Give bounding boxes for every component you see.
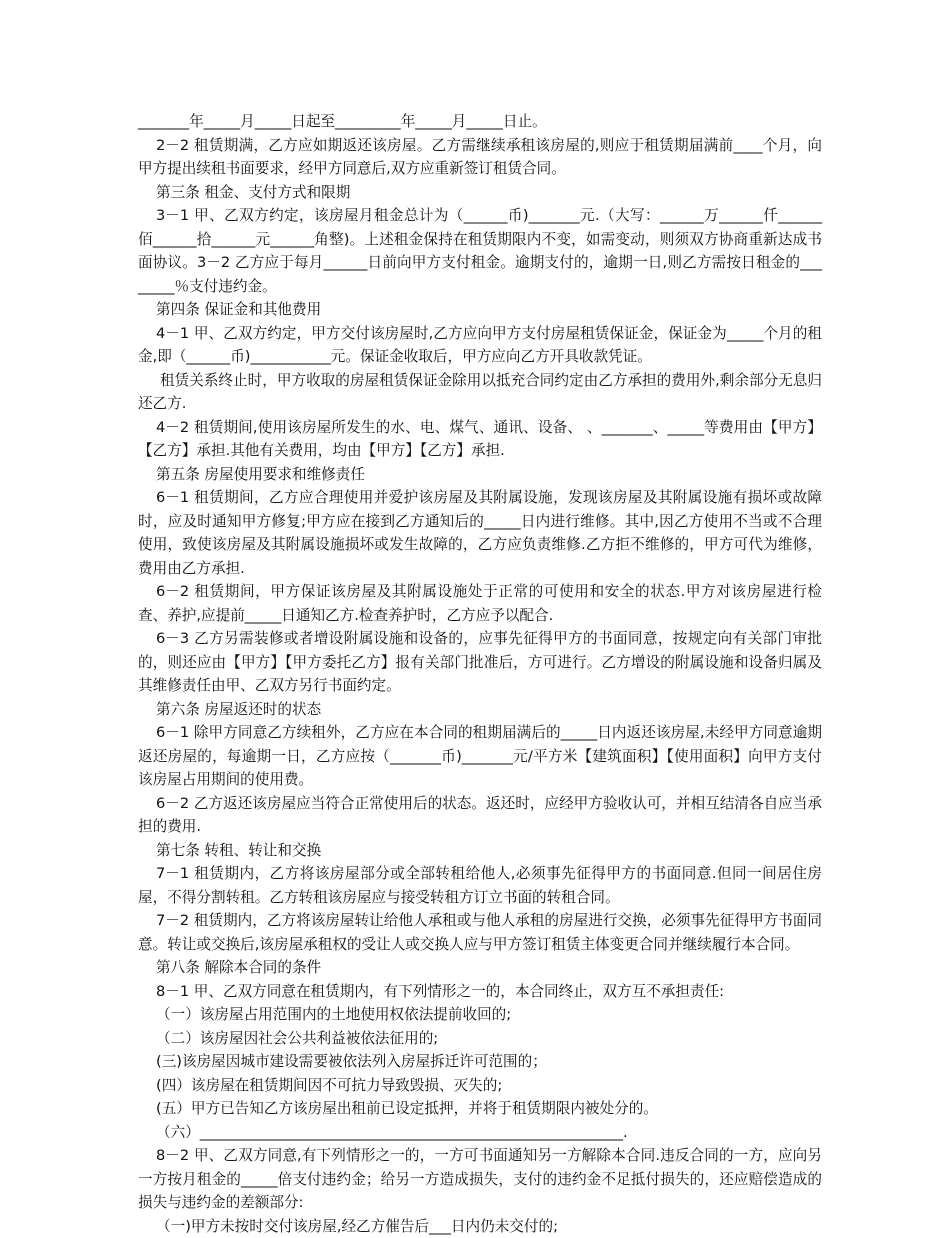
article-7-heading: 第七条 转租、转让和交换 <box>138 839 822 863</box>
list-item-8-1-6: （六）__________________________________________________________. <box>138 1121 822 1145</box>
clause-6-2: 6－2 乙方返还该房屋应当符合正常使用后的状态。返还时，应经甲方验收认可，并相互结清各自应当承担的费用. <box>138 792 822 839</box>
list-item-8-2-1: （一)甲方未按时交付该房屋,经乙方催告后___日内仍未交付的; <box>138 1215 822 1238</box>
clause-5-6-2: 6－2 租赁期间，甲方保证该房屋及其附属设施处于正常的可使用和安全的状态.甲方对该房屋进行检查、养护,应提前_____日通知乙方.检查养护时，乙方应予以配合. <box>138 580 822 627</box>
article-3-heading: 第三条 租金、支付方式和限期 <box>138 181 822 205</box>
article-5-heading: 第五条 房屋使用要求和维修责任 <box>138 463 822 487</box>
list-item-8-1-5: (五）甲方已告知乙方该房屋出租前已设定抵押，并将于租赁期限内被处分的。 <box>138 1097 822 1121</box>
clause-7-1: 7－1 租赁期内，乙方将该房屋部分或全部转租给他人,必须事先征得甲方的书面同意.但同一间居住房屋，不得分割转租。乙方转租该房屋应与接受转租方订立书面的转租合同。 <box>138 862 822 909</box>
clause-2-2: 2－2 租赁期满，乙方应如期返还该房屋。乙方需继续承租该房屋的,则应于租赁期届满前____个月，向甲方提出续租书面要求，经甲方同意后,双方应重新签订租赁合同。 <box>138 134 822 181</box>
clause-4-1: 4－1 甲、乙双方约定，甲方交付该房屋时,乙方应向甲方支付房屋租赁保证金，保证金为_____个月的租金,即（______币)___________元。保证金收取后，甲方应向乙方开具收款凭证。 <box>138 322 822 369</box>
term-dates-line: _______年_____月_____日起至_________年_____月_____日止。 <box>138 110 822 134</box>
deposit-termination-paragraph: 租赁关系终止时，甲方收取的房屋租赁保证金除用以抵充合同约定由乙方承担的费用外,剩余部分无息归还乙方. <box>138 369 822 416</box>
article-8-heading: 第八条 解除本合同的条件 <box>138 956 822 980</box>
clause-7-2: 7－2 租赁期内，乙方将该房屋转让给他人承租或与他人承租的房屋进行交换，必须事先征得甲方书面同意。转让或交换后,该房屋承租权的受让人或交换人应与甲方签订租赁主体变更合同并继续履行本合同。 <box>138 909 822 956</box>
clause-6-1: 6－1 除甲方同意乙方续租外，乙方应在本合同的租期届满后的_____日内返还该房屋,未经甲方同意逾期返还房屋的，每逾期一日，乙方应按（_______币)_______元/平方米【建筑面积】【使用面积】向甲方支付该房屋占用期间的使用费。 <box>138 721 822 792</box>
list-item-8-1-4: (四）该房屋在租赁期间因不可抗力导致毁损、灭失的; <box>138 1074 822 1098</box>
list-item-8-1-2: （二）该房屋因社会公共利益被依法征用的; <box>138 1027 822 1051</box>
article-4-heading: 第四条 保证金和其他费用 <box>138 298 822 322</box>
clause-5-6-1: 6－1 租赁期间，乙方应合理使用并爱护该房屋及其附属设施，发现该房屋及其附属设施有损坏或故障时，应及时通知甲方修复;甲方应在接到乙方通知后的_____日内进行维修。其中,因乙方使用不当或不合理使用，致使该房屋及其附属设施损坏或发生故障的，乙方应负责维修.乙方拒不维修的，甲方可代为维修，费用由乙方承担. <box>138 486 822 580</box>
clause-3-1: 3－1 甲、乙双方约定，该房屋月租金总计为（______币)_______元.（大写：______万______仟______佰______拾______元______角整)。上述租金保持在租赁期限内不变，如需变动，则须双方协商重新达成书面协议。3－2 乙方应于每月______日前向甲方支付租金。逾期支付的，逾期一日,则乙方需按日租金的________％支付违约金。 <box>138 204 822 298</box>
clause-8-2: 8－2 甲、乙双方同意,有下列情形之一的，一方可书面通知另一方解除本合同.违反合同的一方，应向另一方按月租金的_____倍支付违约金；给另一方造成损失，支付的违约金不足抵付损失的，还应赔偿造成的损失与违约金的差额部分: <box>138 1144 822 1215</box>
list-item-8-1-3: (三)该房屋因城市建设需要被依法列入房屋拆迁许可范围的； <box>138 1050 822 1074</box>
clause-8-1: 8－1 甲、乙双方同意在租赁期内，有下列情形之一的，本合同终止，双方互不承担责任: <box>138 980 822 1004</box>
clause-4-2: 4－2 租赁期间,使用该房屋所发生的水、电、煤气、通讯、设备、 、_______、_____等费用由【甲方】【乙方】承担.其他有关费用，均由【甲方】【乙方】承担. <box>138 416 822 463</box>
clause-5-6-3: 6－3 乙方另需装修或者增设附属设施和设备的，应事先征得甲方的书面同意，按规定向有关部门审批的，则还应由【甲方】【甲方委托乙方】报有关部门批准后，方可进行。乙方增设的附属设施和设备归属及其维修责任由甲、乙双方另行书面约定。 <box>138 627 822 698</box>
article-6-heading: 第六条 房屋返还时的状态 <box>138 698 822 722</box>
list-item-8-1-1: （一）该房屋占用范围内的土地使用权依法提前收回的; <box>138 1003 822 1027</box>
